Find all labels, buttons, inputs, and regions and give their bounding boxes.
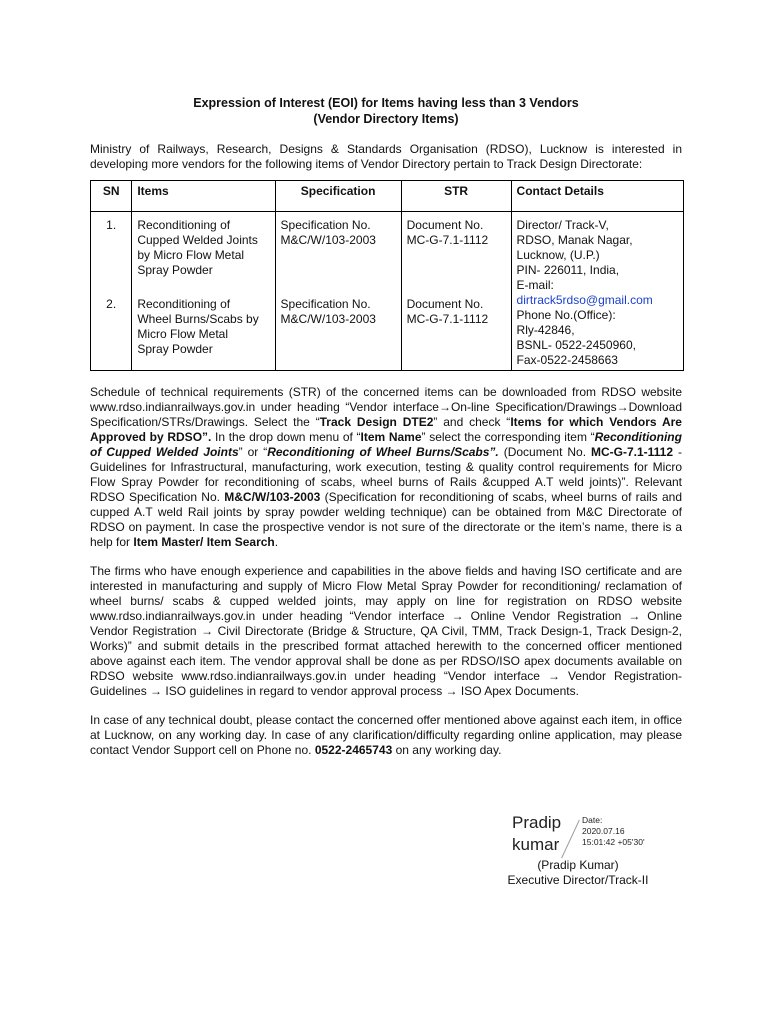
cell-item: Reconditioning of Wheel Burns/Scabs by Micro Flow Metal Spray Powder xyxy=(132,291,275,371)
intro-paragraph: Ministry of Railways, Research, Designs & Standards Organisation (RDSO), Lucknow is interested in developing more vendors for the following items of Vendor Directory pertain to Track Design Directorate: xyxy=(90,142,682,171)
items-table xyxy=(90,180,684,371)
page-title xyxy=(90,95,682,127)
header-sn: SN xyxy=(91,181,132,212)
signatory-block xyxy=(498,858,658,888)
cell-str: Document No. MC-G-7.1-1112 xyxy=(401,291,511,371)
signature-name: Pradip kumar xyxy=(512,813,562,854)
signature-divider xyxy=(561,820,580,858)
signatory-designation: Executive Director/Track-II xyxy=(507,873,649,887)
cell-sn: 2. xyxy=(91,291,132,371)
header-specification: Specification xyxy=(275,181,401,212)
digital-signature xyxy=(510,812,670,862)
document-body xyxy=(90,95,682,758)
signatory-name: (Pradip Kumar) xyxy=(537,858,619,872)
title-line-2: (Vendor Directory Items) xyxy=(313,112,459,126)
cell-contact-details: Director/ Track-V, RDSO, Manak Nagar, Lucknow, (U.P.) PIN- 226011, India, E-mail: dirtrack5rdso@gmail.com Phone No.(Office): Rly-42846, BSNL- 0522-2450960, Fax-0522-2458663 xyxy=(516,218,653,367)
registration-paragraph: The firms who have enough experience and capabilities in the above fields and having ISO certificate and are interested in manufacturing and supply of Micro Flow Metal Spray Powder for reconditioning/ reclamation of wheel burns/ scabs & cupped welded joints, may apply on line for registration on RDSO website www.rdso.indianrailways.gov.in under heading “Vendor interface → Online Vendor Registration → Online Vendor Registration → Civil Directorate (Bridge & Structure, QA Civil, TMM, Track Design-1, Track Design-2, Works)” and submit details in the prescribed format attached herewith to the concerned officer mentioned above against each item. The vendor approval shall be done as per RDSO/ISO apex documents available on RDSO website www.rdso.indianrailways.gov.in under heading “Vendor interface → Vendor Registration-Guidelines → ISO guidelines in regard to vendor approval process → ISO Apex Documents. xyxy=(90,564,682,698)
contact-paragraph: In case of any technical doubt, please contact the concerned offer mentioned above against each item, in office at Lucknow, on any working day. In case of any clarification/difficulty regarding online application, may please contact Vendor Support cell on Phone no. 0522-2465743 on any working day. xyxy=(90,713,682,757)
cell-sn: 1. xyxy=(91,212,132,292)
cell-specification: Specification No. M&C/W/103-2003 xyxy=(275,291,401,371)
title-line-1: Expression of Interest (EOI) for Items having less than 3 Vendors xyxy=(193,96,579,110)
signature-timestamp: Date: 2020.07.16 15:01:42 +05'30' xyxy=(582,815,645,847)
table-header-row xyxy=(91,181,684,212)
table-row xyxy=(91,212,684,292)
header-contact: Contact Details xyxy=(511,181,683,212)
str-download-paragraph: Schedule of technical requirements (STR) of the concerned items can be downloaded from RDSO website www.rdso.indianrailways.gov.in under heading “Vendor interface→On-line Specification/Drawings→Download Specification/STRs/Drawings. Select the “Track Design DTE2” and check “Items for which Vendors Are Approved by RDSO”. In the drop down menu of “Item Name” select the corresponding item “Reconditioning of Cupped Welded Joints” or “Reconditioning of Wheel Burns/Scabs”. (Document No. MC-G-7.1-1112 -Guidelines for Infrastructural, manufacturing, work execution, testing & quality control requirements for Micro Flow Spray Powder for reconditioning of scabs, wheel burns of Rails &cupped A.T weld joints)”. Relevant RDSO Specification No. M&C/W/103-2003 (Specification for reconditioning of scabs, wheel burns of rails and cupped A.T weld Rail joints by spray powder welding technique) can be obtained from M&C Directorate of RDSO on payment. In case the prospective vendor is not sure of the directorate or the item’s name, there is a help for Item Master/ Item Search. xyxy=(90,385,682,549)
cell-item: Reconditioning of Cupped Welded Joints by Micro Flow Metal Spray Powder xyxy=(132,212,275,292)
contact-email-link[interactable]: dirtrack5rdso@gmail.com xyxy=(516,293,653,307)
cell-str: Document No. MC-G-7.1-1112 xyxy=(401,212,511,292)
header-str: STR xyxy=(401,181,511,212)
header-items: Items xyxy=(132,181,275,212)
cell-specification: Specification No. M&C/W/103-2003 xyxy=(275,212,401,292)
